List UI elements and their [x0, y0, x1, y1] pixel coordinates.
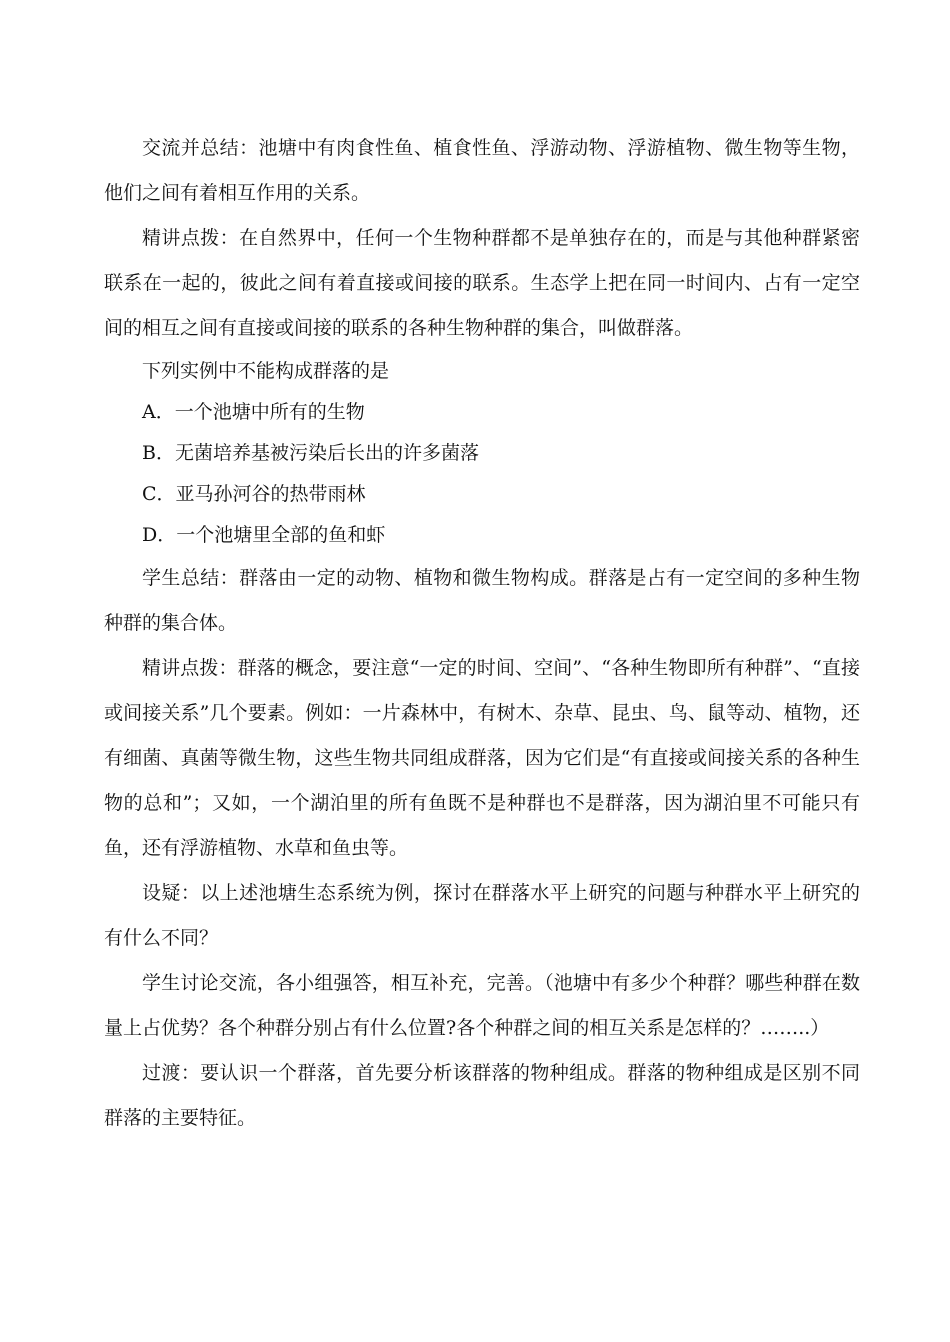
option-b: B．无菌培养基被污染后长出的许多菌落 — [142, 442, 479, 464]
option-d: D．一个池塘里全部的鱼和虾 — [142, 524, 386, 546]
paragraph-key-explanation-1: 精讲点拨：在自然界中，任何一个生物种群都不是单独存在的，而是与其他种群紧密联系在一起的，彼此之间有着直接或间接的联系。生态学上把在同一时间内、占有一定空间的相互之间有直接或间接的联系的各种生物种群的集合，叫做群落。 — [104, 227, 860, 339]
paragraph-transition: 过渡：要认识一个群落，首先要分析该群落的物种组成。群落的物种组成是区别不同群落的主要特征。 — [104, 1062, 860, 1129]
paragraph-summary-exchange: 交流并总结：池塘中有肉食性鱼、植食性鱼、浮游动物、浮游植物、微生物等生物，他们之间有着相互作用的关系。 — [104, 137, 860, 204]
paragraph-student-discussion: 学生讨论交流，各小组强答，相互补充，完善。（池塘中有多少个种群？哪些种群在数量上占优势？各个种群分别占有什么位置?各个种群之间的相互关系是怎样的？……..） — [104, 972, 860, 1039]
document-body — [104, 126, 860, 1141]
paragraph-question: 下列实例中不能构成群落的是 — [142, 360, 390, 382]
paragraph-inquiry: 设疑：以上述池塘生态系统为例，探讨在群落水平上研究的问题与种群水平上研究的有什么不同？ — [104, 882, 860, 949]
option-c: C．亚马孙河谷的热带雨林 — [142, 483, 366, 505]
option-a: A．一个池塘中所有的生物 — [142, 401, 365, 423]
paragraph-key-explanation-2: 精讲点拨：群落的概念，要注意“一定的时间、空间”、“各种生物即所有种群”、“直接或间接关系”几个要素。例如：一片森林中，有树木、杂草、昆虫、鸟、鼠等动、植物，还有细菌、真菌等微生物，这些生物共同组成群落，因为它们是“有直接或间接关系的各种生物的总和”；又如，一个湖泊里的所有鱼既不是种群也不是群落，因为湖泊里不可能只有鱼，还有浮游植物、水草和鱼虫等。 — [104, 657, 860, 859]
paragraph-student-summary: 学生总结：群落由一定的动物、植物和微生物构成。群落是占有一定空间的多种生物种群的集合体。 — [104, 567, 860, 634]
